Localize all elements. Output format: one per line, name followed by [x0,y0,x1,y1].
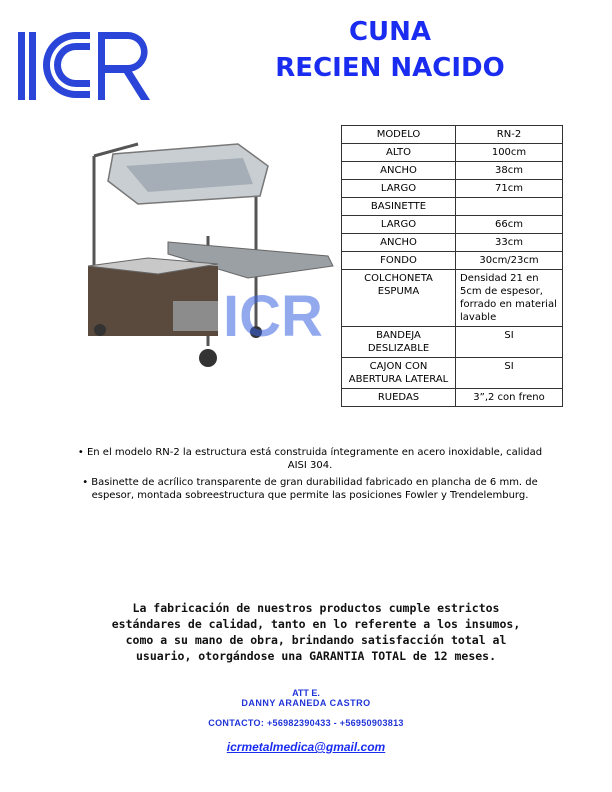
spec-row [342,126,563,144]
spec-value: 71cm [456,180,563,198]
spec-row [342,327,563,358]
spec-value: Densidad 21 en 5cm de espesor, forrado en material lavable [456,270,563,327]
product-title-line2: RECIEN NACIDO [275,53,505,83]
spec-row [342,216,563,234]
icr-logo [18,30,154,102]
spec-row [342,144,563,162]
product-title-line1: CUNA [348,17,432,47]
spec-key: RUEDAS [342,389,456,407]
spec-row [342,389,563,407]
spec-row [342,180,563,198]
spec-key: ANCHO [342,162,456,180]
spec-key: MODELO [342,126,456,144]
spec-row [342,358,563,389]
spec-key: FONDO [342,252,456,270]
feature-bullet: • En el modelo RN-2 la estructura está construida íntegramente en acero inoxidable, calidad AISI 304. [77,447,543,471]
spec-table [341,125,563,407]
spec-row [342,198,563,216]
contact-email-link[interactable]: icrmetalmedica@gmail.com [226,740,386,754]
spec-row [342,162,563,180]
feature-bullet: • Basinette de acrílico transparente de gran durabilidad fabricado en plancha de 6 mm. de espesor, montada sobreestructura que permite las posiciones Fowler y Trendelemburg. [82,477,538,501]
spec-key: COLCHONETA ESPUMA [342,270,456,327]
spec-value: RN-2 [456,126,563,144]
spec-row [342,234,563,252]
spec-key: BANDEJA DESLIZABLE [342,327,456,358]
spec-row [342,270,563,327]
feature-list [70,446,550,506]
spec-value: 38cm [456,162,563,180]
spec-value: 33cm [456,234,563,252]
photo-watermark: ICR [223,284,323,349]
spec-value: 66cm [456,216,563,234]
spec-value [456,198,563,216]
warranty-text: La fabricación de nuestros productos cumple estrictos estándares de calidad, tanto en lo referente a los insumos, como a su mano de obra, brindando satisfacción total al usuario, otorgándose una GARANTIA TOTAL de 12 meses. [111,601,521,663]
contact-name: DANNY ARANEDA CASTRO [241,698,371,708]
spec-value: 100cm [456,144,563,162]
spec-key: BASINETTE [342,198,456,216]
spec-value: SI [456,358,563,389]
spec-key: LARGO [342,180,456,198]
spec-key: ALTO [342,144,456,162]
spec-value: SI [456,327,563,358]
contact-phones: CONTACTO: +56982390433 - +56950903813 [208,718,404,728]
att-label: ATT E. [292,688,320,698]
product-photo [78,126,334,412]
spec-row [342,252,563,270]
spec-value: 30cm/23cm [456,252,563,270]
spec-key: LARGO [342,216,456,234]
spec-key: ANCHO [342,234,456,252]
spec-key: CAJON CON ABERTURA LATERAL [342,358,456,389]
spec-value: 3”,2 con freno [456,389,563,407]
